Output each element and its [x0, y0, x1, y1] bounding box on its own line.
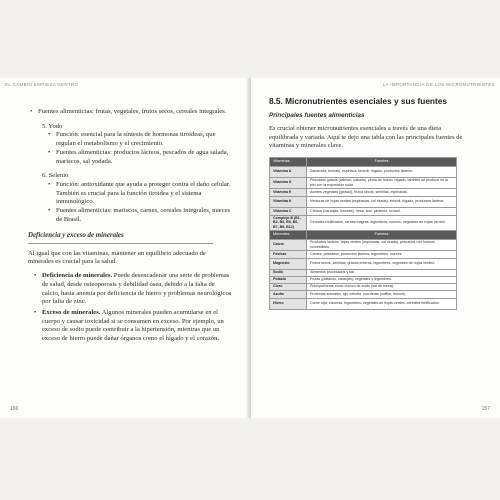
- section-intro: Al igual que con las vitaminas, mantener un equilibrio adecuado de minerales es crucial para la salud.: [28, 249, 206, 266]
- minerals-header-row: [270, 230, 457, 239]
- section-rule: [28, 243, 213, 244]
- food-sources-cell: Aceites vegetales (girasol), frutos secos, semillas, espinacas.: [307, 188, 457, 196]
- nutrient-name-cell: Sodio: [270, 269, 307, 276]
- right-page-body: [269, 96, 469, 310]
- sources-header: Fuentes: [307, 230, 457, 239]
- item-bullet: • Fuentes alimenticias: productos lácteos, pescados de agua salada, mariscos, sal yodada.: [46, 149, 233, 166]
- nutrient-name-cell: Vitamina E: [270, 188, 307, 196]
- item-heading: 5. Yodo: [42, 122, 63, 130]
- mineral-bullets: [32, 272, 233, 344]
- item-bullet: • Fuentes alimenticias: mariscos, carnes, cereales integrales, nueces de Brasil.: [46, 207, 233, 224]
- food-sources-cell: Carnes, pescados, productos lácteos, legumbres, nueces.: [307, 250, 457, 258]
- bullet-lead: Exceso de minerales.: [42, 308, 101, 316]
- numbered-item-5: [42, 123, 233, 167]
- sources-table: [269, 157, 457, 310]
- nutrient-name-cell: Magnesio: [270, 258, 307, 269]
- nutrient-name-cell: Vitamina K: [270, 196, 307, 207]
- vitamins-header: Vitaminas: [270, 157, 307, 166]
- section-title: Deficiencia y exceso de minerales: [28, 232, 124, 240]
- nutrient-name-cell: Vitamina D: [270, 177, 307, 188]
- left-page: [0, 78, 249, 418]
- item-bullet: • Función: antioxidante que ayuda a proteger contra el daño celular. También es crucial para la función tiroidea y el sistema inmunológico.: [46, 181, 233, 207]
- food-sources-cell: Productos lácteos, hojas verdes (espinacas, col rizada), pescados con huesos comestibles.: [307, 239, 457, 250]
- nutrient-name-cell: Calcio: [270, 239, 307, 250]
- nutrient-name-cell: Complejo B (B1, B2, B3, B5, B6, B7, B9, B12): [270, 215, 307, 230]
- nutrient-name-cell: Vitamina A: [270, 166, 307, 177]
- table-row: [270, 177, 457, 188]
- food-sources-cell: Pescados grasos (salmón, caballa), yema de huevo, hígado, también se produce en la piel con la exposición solar.: [307, 177, 457, 188]
- top-bullet: • Fuentes alimenticias: frutas, vegetales, frutos secos, cereales integrales.: [28, 108, 233, 117]
- sources-table-body: [270, 157, 457, 309]
- table-row: [270, 258, 457, 269]
- item-heading: 6. Selenio: [42, 172, 69, 180]
- left-running-head: EL CAMBIO EMPIEZA DENTRO: [5, 82, 79, 87]
- numbered-item-6: [42, 172, 233, 224]
- food-sources-cell: Verduras de hojas verdes (espinacas, col rizada), brócoli, hígado, productos lácteos.: [307, 196, 457, 207]
- vitamins-header-row: [270, 157, 457, 166]
- nutrient-name-cell: Potasio: [270, 276, 307, 283]
- food-sources-cell: Cereales fortificados, carnes magras, legumbres, nueces, vegetales de hojas verdes.: [307, 215, 457, 230]
- section-header: [28, 232, 233, 243]
- nutrient-name-cell: Hierro: [270, 298, 307, 309]
- food-sources-cell: Frutos secos, semillas, granos enteros, legumbres, vegetales de hojas verdes.: [307, 258, 457, 269]
- left-page-body: [28, 108, 233, 344]
- table-row: [270, 239, 457, 250]
- minerals-header: Minerales: [270, 230, 307, 239]
- intro-paragraph: Es crucial obtener micronutrientes esenciales a través de una dieta equilibrada y variada. Aquí te dejo una tabla con las principales fuentes de vitaminas y minerales clave.: [269, 125, 463, 149]
- bullet-text: Puede desencadenar una serie de problemas de salud, desde osteoporosis y debilidad ósea, debido a la falta de calcio, hasta anemia por deficiencia de hierro y problemas neurológicos por falta de zinc.: [42, 272, 232, 306]
- bullet-text: Algunos minerales pueden acumularse en el cuerpo y causar toxicidad si se consumen en exceso. Por ejemplo, un exceso de sodio puede contribuir a la hipertensión, mientras que un exceso de hierro puede dañar órganos como el hígado y el corazón.: [42, 308, 224, 343]
- right-running-head: LA IMPORTANCIA DE LOS MICRONUTRIENTES: [382, 82, 495, 87]
- food-sources-cell: Carne roja, vísceras, legumbres, vegetales de hojas verdes, cereales fortificados.: [307, 298, 457, 309]
- food-sources-cell: Principalmente como cloruro de sodio (sal de mesa).: [307, 283, 457, 290]
- table-row: [270, 276, 457, 283]
- left-page-number: 156: [10, 406, 19, 412]
- nutrient-name-cell: Vitamina C: [270, 207, 307, 215]
- right-page-number: 157: [481, 406, 490, 412]
- nutrient-name-cell: Fósforo: [270, 250, 307, 258]
- food-sources-cell: Frutas (plátanos, naranjas), vegetales y legumbres.: [307, 276, 457, 283]
- deficiency-bullet: [32, 272, 233, 307]
- item-bullets: [46, 131, 233, 166]
- top-bullet-list: [28, 108, 233, 117]
- table-row: [270, 298, 457, 309]
- subsection-heading: Principales fuentes alimenticias: [269, 112, 365, 119]
- nutrient-name-cell: Cloro: [270, 283, 307, 290]
- food-sources-cell: Proteínas animales, ajo, cebolla, crucíferas (coliflor, brócoli).: [307, 290, 457, 298]
- section-heading: 8.5. Micronutrientes esenciales y sus fuentes: [269, 96, 447, 106]
- table-row: [270, 290, 457, 298]
- table-row: [270, 283, 457, 290]
- food-sources-cell: Zanahoria, boniato, espinaca, brócoli, hígado, productos lácteos.: [307, 166, 457, 177]
- table-row: [270, 166, 457, 177]
- right-page: [251, 78, 500, 418]
- table-row: [270, 215, 457, 230]
- food-sources-cell: Alimentos procesados y sal.: [307, 269, 457, 276]
- item-bullet: • Función: esencial para la síntesis de hormonas tiroideas, que regulan el metabolismo y el crecimiento.: [46, 131, 233, 148]
- item-bullets: [46, 181, 233, 225]
- excess-bullet: [32, 309, 233, 344]
- sources-header: Fuentes: [307, 157, 457, 166]
- food-sources-cell: Cítricos (naranjas, limones), fresa, kiwi, pimiento, brócoli.: [307, 207, 457, 215]
- table-row: [270, 196, 457, 207]
- table-row: [270, 188, 457, 196]
- table-row: [270, 207, 457, 215]
- table-row: [270, 250, 457, 258]
- table-row: [270, 269, 457, 276]
- nutrient-name-cell: Azufre: [270, 290, 307, 298]
- bullet-lead: Deficiencia de minerales.: [42, 272, 113, 280]
